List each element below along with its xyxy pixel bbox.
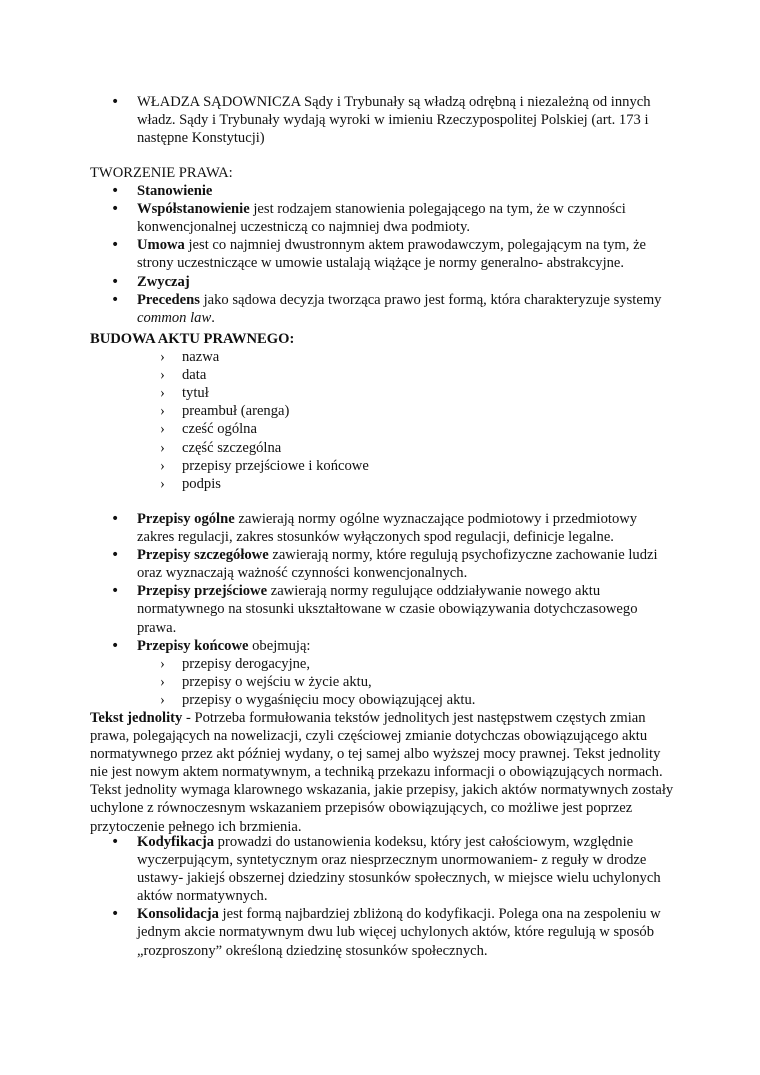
list-item: › podpis <box>0 475 760 493</box>
list-item: › przepisy o wejściu w życie aktu, <box>0 673 760 691</box>
paragraph-text: WŁADZA SĄDOWNICZA Sądy i Trybunały są władzą odrębną i niezależną od innych władz. Sądy i Trybunały wydają wyroki w imieniu Rzeczypospolitej Polskiej (art. 173 i następne Konstytucji) <box>137 94 651 147</box>
list-item: • Przepisy przejściowe zawierają normy regulujące oddziaływanie nowego aktu normatywnego na stosunki ukształtowane w czasie obowiązywania dotychczasowego prawa. <box>0 582 760 636</box>
list-item: › przepisy o wygaśnięciu mocy obowiązującej aktu. <box>0 691 760 709</box>
list-item: › przepisy przejściowe i końcowe <box>0 457 760 475</box>
list-item: • Kodyfikacja prowadzi do ustanowienia kodeksu, który jest całościowym, względnie wyczerpującym, syntetycznym oraz niesprzecznym unormowaniem- z reguły w drodze ustawy- jakiejś obszernej dziedziny stosunków społecznych, w miejsce wielu uchylonych aktów normatywnych. <box>0 833 760 905</box>
list-item: • Stanowienie <box>0 182 760 200</box>
przepisy-section <box>0 510 760 709</box>
list-item: › tytuł <box>0 384 760 402</box>
tworzenie-prawa-section <box>0 164 760 327</box>
list-item: • Konsolidacja jest formą najbardziej zbliżoną do kodyfikacji. Polega ona na zespoleniu w jednym akcie normatywnym dwu lub więcej uchylonych aktów, które regulują w sposób „rozproszony” określoną dziedzinę stosunków społecznych. <box>0 905 760 959</box>
paragraph: Tekst jednolity - Potrzeba formułowania tekstów jednolitych jest następstwem częstych zmian prawa, polegających na nowelizacji, czyli częściowej zmianie dotychczas obowiązującego aktu normatywnego przez akt później wydany, o tej samej albo wyższej mocy prawnej. Tekst jednolity nie jest nowym aktem normatywnym, a techniką przekazu informacji o obowiązujących normach. Tekst jednolity wymaga klarownego wskazania, jakie przepisy, jakich aktów normatywnych zostały uchylone z równoczesnym wskazaniem przepisów obowiązujących, co możliwe jest poprzez przytoczenie pełnego ich brzmienia. <box>90 710 674 835</box>
list-item: • Umowa jest co najmniej dwustronnym aktem prawodawczym, polegającym na tym, że strony uczestniczące w umowie ustalają wiążące je normy generalno- abstrakcyjne. <box>0 236 760 272</box>
list-item: › część szczególna <box>0 439 760 457</box>
list-item: • Przepisy ogólne zawierają normy ogólne wyznaczające podmiotowy i przedmiotowy zakres regulacji, zakres stosunków wyłączonych spod regulacji, definicje legalne. <box>0 510 760 546</box>
wladza-sadownicza-section <box>0 93 760 147</box>
section-heading: TWORZENIE PRAWA: <box>90 165 233 181</box>
list-item: › nazwa <box>0 348 760 366</box>
list-item: • Przepisy końcowe obejmują: <box>0 637 760 655</box>
list-item: • Zwyczaj <box>0 273 760 291</box>
section-heading: BUDOWA AKTU PRAWNEGO: <box>90 331 295 347</box>
list-item: › przepisy derogacyjne, <box>0 655 760 673</box>
list-item: • Przepisy szczegółowe zawierają normy, które regulują psychofizyczne zachowanie ludzi oraz wyznaczają ważność czynności konwencjonalnych. <box>0 546 760 582</box>
list-item <box>0 93 760 147</box>
list-item: › preambuł (arenga) <box>0 402 760 420</box>
budowa-aktu-section <box>0 330 760 493</box>
kodyfikacja-section <box>0 833 760 960</box>
list-item: • Współstanowienie jest rodzajem stanowienia polegającego na tym, że w czynności konwencjonalnej uczestniczą co najmniej dwa podmioty. <box>0 200 760 236</box>
tekst-jednolity-section <box>0 709 760 836</box>
list-item: › data <box>0 366 760 384</box>
list-item: • Precedens jako sądowa decyzja tworząca prawo jest formą, która charakteryzuje systemy common law. <box>0 291 760 327</box>
list-item: › cześć ogólna <box>0 420 760 438</box>
